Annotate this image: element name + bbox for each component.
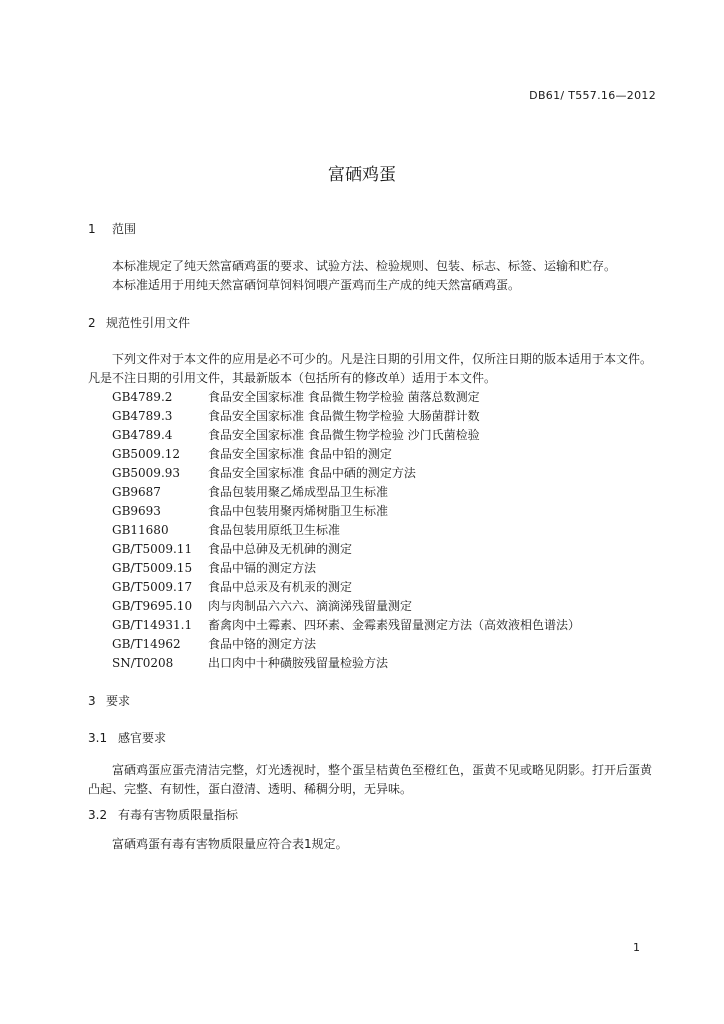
section-1-heading (88, 220, 136, 238)
reference-name: 食品中总砷及无机砷的测定 (208, 542, 353, 556)
section-3-1-body (88, 761, 658, 799)
section-3-2-title: 有毒有害物质限量指标 (118, 808, 239, 822)
reference-list (112, 388, 580, 673)
section-3-2-number: 3.2 (88, 808, 108, 822)
reference-code: GB9693 (112, 504, 161, 518)
reference-code: GB4789.4 (112, 428, 173, 442)
reference-code: GB/T14931.1 (112, 618, 193, 632)
reference-code: GB/T5009.17 (112, 580, 193, 594)
reference-name: 食品安全国家标准 食品微生物学检验 沙门氏菌检验 (208, 428, 480, 442)
reference-item (112, 388, 580, 407)
reference-code: GB/T14962 (112, 637, 181, 651)
section-3-2-heading (88, 806, 238, 824)
section-1-number: 1 (88, 222, 96, 236)
section-3-heading (88, 692, 130, 710)
reference-name: 食品安全国家标准 食品微生物学检验 菌落总数测定 (208, 390, 480, 404)
section-3-number: 3 (88, 694, 96, 708)
section-3-1-text: 富硒鸡蛋应蛋壳清洁完整，灯光透视时，整个蛋呈桔黄色至橙红色，蛋黄不见或略见阴影。打开后蛋黄凸起、完整、有韧性，蛋白澄清、透明、稀稠分明，无异味。 (88, 763, 653, 796)
reference-item (112, 635, 580, 654)
reference-item (112, 502, 580, 521)
reference-item (112, 616, 580, 635)
reference-name: 食品安全国家标准 食品中硒的测定方法 (208, 466, 416, 480)
reference-name: 食品包装用聚乙烯成型品卫生标准 (208, 485, 389, 499)
section-1-title: 范围 (112, 222, 137, 236)
section-2-intro (88, 350, 660, 388)
section-2-number: 2 (88, 316, 96, 330)
section-3-title: 要求 (106, 694, 131, 708)
section-2-title: 规范性引用文件 (106, 316, 191, 330)
reference-name: 食品包装用原纸卫生标准 (208, 523, 341, 537)
section-1-line-2: 本标准适用于用纯天然富硒饲草饲料饲喂产蛋鸡而生产成的纯天然富硒鸡蛋。 (112, 278, 521, 292)
reference-item (112, 464, 580, 483)
reference-item (112, 407, 580, 426)
reference-item (112, 483, 580, 502)
section-2-heading (88, 314, 190, 332)
reference-name: 出口肉中十种磺胺残留量检验方法 (208, 656, 389, 670)
reference-name: 食品中包装用聚丙烯树脂卫生标准 (208, 504, 389, 518)
reference-item (112, 578, 580, 597)
reference-code: GB4789.2 (112, 390, 173, 404)
reference-name: 食品中总汞及有机汞的测定 (208, 580, 353, 594)
page-number: 1 (633, 941, 640, 954)
reference-name: 食品安全国家标准 食品中铅的测定 (208, 447, 392, 461)
reference-code: GB/T5009.11 (112, 542, 193, 556)
reference-item (112, 426, 580, 445)
reference-code: GB/T5009.15 (112, 561, 193, 575)
section-3-1-title: 感官要求 (118, 731, 167, 745)
reference-code: SN/T0208 (112, 656, 174, 670)
reference-name: 肉与肉制品六六六、滴滴涕残留量测定 (208, 599, 413, 613)
reference-name: 食品中镉的测定方法 (208, 561, 317, 575)
section-2-intro-text: 下列文件对于本文件的应用是必不可少的。凡是注日期的引用文件，仅所注日期的版本适用于本文件。凡是不注日期的引用文件，其最新版本（包括所有的修改单）适用于本文件。 (88, 352, 653, 385)
reference-code: GB4789.3 (112, 409, 173, 423)
standard-code: DB61/ T557.16—2012 (529, 89, 656, 102)
reference-name: 食品中铬的测定方法 (208, 637, 317, 651)
reference-item (112, 559, 580, 578)
section-1-line-1: 本标准规定了纯天然富硒鸡蛋的要求、试验方法、检验规则、包装、标志、标签、运输和贮存。 (112, 259, 617, 273)
section-3-2-body (88, 835, 658, 854)
section-1-body (88, 257, 658, 295)
reference-name: 畜禽肉中土霉素、四环素、金霉素残留量测定方法（高效液相色谱法） (208, 618, 581, 632)
reference-code: GB/T9695.10 (112, 599, 193, 613)
reference-item (112, 540, 580, 559)
reference-name: 食品安全国家标准 食品微生物学检验 大肠菌群计数 (208, 409, 480, 423)
reference-item (112, 521, 580, 540)
reference-item (112, 654, 580, 673)
section-3-1-number: 3.1 (88, 731, 108, 745)
document-title: 富硒鸡蛋 (328, 165, 396, 185)
section-3-1-heading (88, 729, 166, 747)
reference-code: GB11680 (112, 523, 169, 537)
reference-item (112, 597, 580, 616)
reference-code: GB9687 (112, 485, 161, 499)
section-3-2-text: 富硒鸡蛋有毒有害物质限量应符合表1规定。 (112, 837, 348, 851)
reference-item (112, 445, 580, 464)
reference-code: GB5009.93 (112, 466, 181, 480)
reference-code: GB5009.12 (112, 447, 181, 461)
